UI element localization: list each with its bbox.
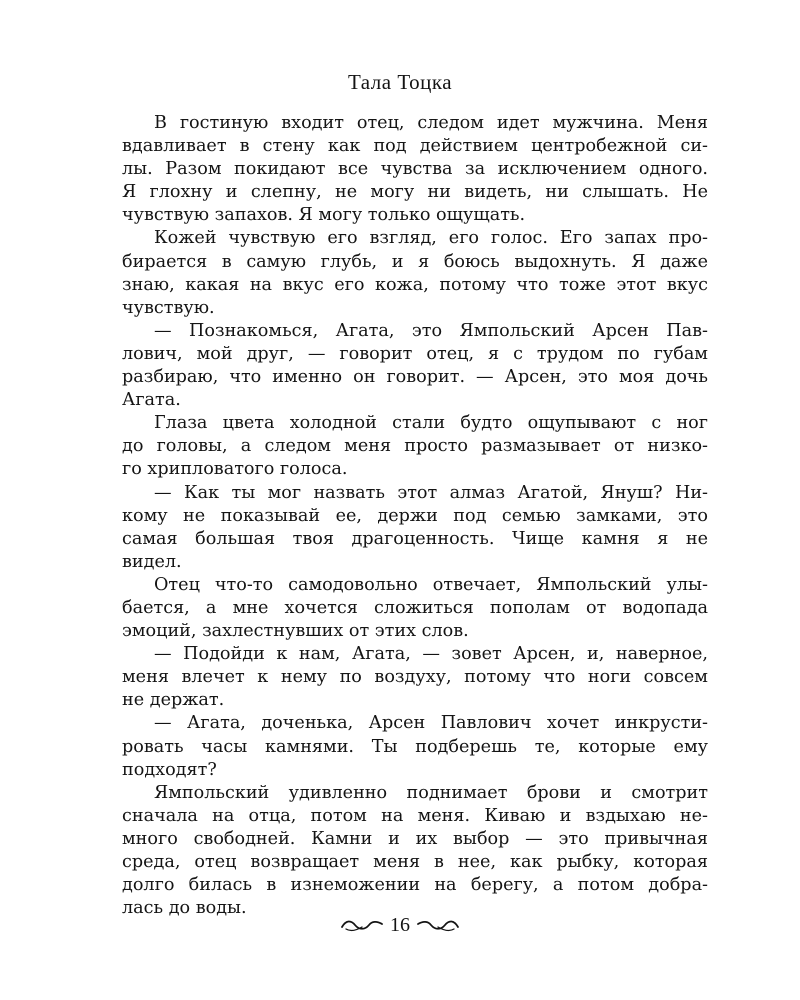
text-line: ровать часы камнями. Ты подберешь те, которые ему bbox=[122, 736, 708, 757]
paragraph bbox=[122, 482, 708, 574]
text-line: чувствую. bbox=[122, 297, 215, 318]
text-line: бается, а мне хочется сложиться пополам от водопада bbox=[122, 597, 708, 618]
text-line: лась до воды. bbox=[122, 898, 247, 919]
text-line: знаю, какая на вкус его кожа, потому что тоже этот вкус bbox=[122, 274, 708, 295]
text-line: Я глохну и слепну, не могу ни видеть, ни слышать. Не bbox=[122, 182, 708, 203]
text-line: Глаза цвета холодной стали будто ощупывают с ног bbox=[154, 413, 708, 434]
text-line: самая большая твоя драгоценность. Чище камня я не bbox=[122, 528, 708, 549]
page-number: 16 bbox=[390, 914, 410, 936]
text-line: го хрипловатого голоса. bbox=[122, 459, 348, 480]
text-line: Кожей чувствую его взгляд, его голос. Его запах про- bbox=[154, 228, 708, 249]
text-line: В гостиную входит отец, следом идет мужчина. Меня bbox=[154, 113, 708, 133]
text-line: много свободней. Камни и их выбор — это привычная bbox=[122, 828, 708, 849]
text-line: чувствую запахов. Я могу только ощущать. bbox=[122, 205, 526, 226]
text-line: долго билась в изнеможении на берегу, а потом добра- bbox=[122, 875, 708, 896]
text-line: Отец что-то самодовольно отвечает, Ямпольский улы- bbox=[154, 574, 708, 595]
text-line: Агата. bbox=[122, 390, 181, 411]
text-line: — Агата, доченька, Арсен Павлович хочет инкрусти- bbox=[154, 713, 708, 734]
text-line: Ямпольский удивленно поднимает брови и смотрит bbox=[154, 782, 708, 803]
paragraph bbox=[122, 412, 708, 481]
text-line: сначала на отца, потом на меня. Киваю и вздыхаю не- bbox=[122, 805, 708, 826]
text-line: — Подойди к нам, Агата, — зовет Арсен, и, наверное, bbox=[154, 644, 708, 665]
paragraph bbox=[122, 712, 708, 781]
left-flourish-ornament-icon bbox=[340, 917, 384, 933]
text-line: видел. bbox=[122, 551, 182, 572]
text-line: меня влечет к нему по воздуху, потому что ноги совсем bbox=[122, 667, 708, 688]
paragraph bbox=[122, 782, 708, 921]
text-line: бирается в самую глубь, и я боюсь выдохнуть. Я даже bbox=[122, 251, 708, 272]
text-line: среда, отец возвращает меня в нее, как рыбку, которая bbox=[122, 852, 708, 872]
text-line: — Познакомься, Агата, это Ямпольский Арсен Пав- bbox=[154, 320, 708, 341]
text-line: вдавливает в стену как под действием центробежной си- bbox=[122, 136, 708, 157]
text-line: подходят? bbox=[122, 759, 217, 780]
page-footer bbox=[0, 913, 800, 937]
running-header-author: Тала Тоцка bbox=[347, 70, 453, 94]
right-flourish-ornament-icon bbox=[416, 917, 460, 933]
text-line: эмоций, захлестнувших от этих слов. bbox=[122, 621, 469, 642]
text-line: лы. Разом покидают все чувства за исключением одного. bbox=[122, 159, 708, 180]
text-line: кому не показывай ее, держи под семью замками, это bbox=[122, 505, 708, 526]
paragraph bbox=[122, 574, 708, 643]
page-body-text bbox=[122, 112, 708, 920]
text-line: разбираю, что именно он говорит. — Арсен, это моя дочь bbox=[122, 367, 708, 388]
text-line: лович, мой друг, — говорит отец, я с трудом по губам bbox=[122, 343, 708, 364]
paragraph bbox=[122, 643, 708, 712]
paragraph bbox=[122, 112, 708, 227]
text-line: не держат. bbox=[122, 690, 225, 711]
text-line: до головы, а следом меня просто размазывает от низко- bbox=[122, 436, 708, 457]
paragraph bbox=[122, 227, 708, 319]
text-line: — Как ты мог назвать этот алмаз Агатой, Януш? Ни- bbox=[154, 482, 708, 503]
paragraph bbox=[122, 320, 708, 412]
